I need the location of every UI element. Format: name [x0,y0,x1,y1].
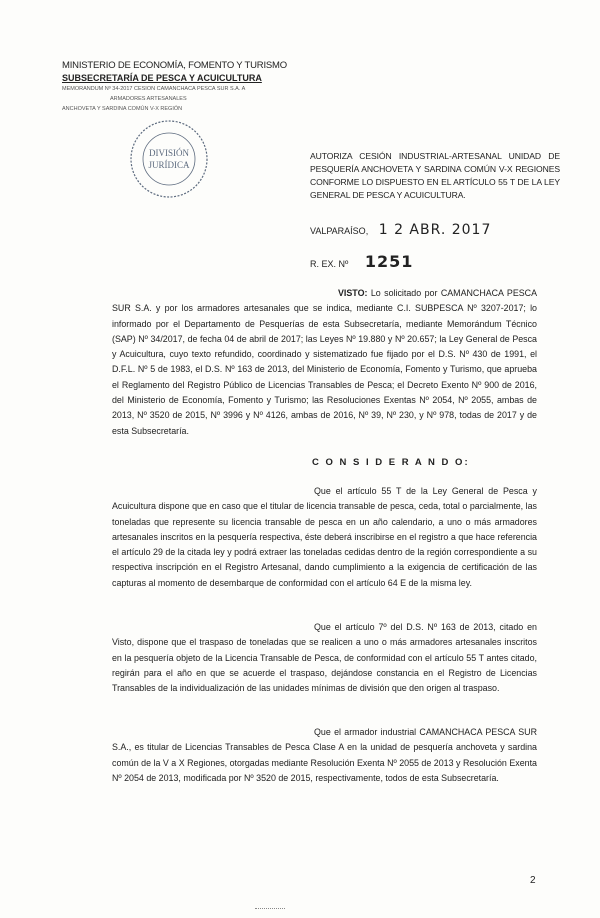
stamp-line-2: JURÍDICA [148,160,190,170]
bottom-divider [255,908,285,909]
visto-lead: VISTO: [338,288,368,298]
ministry-name: MINISTERIO DE ECONOMÍA, FOMENTO Y TURISMO [62,60,287,71]
resolution-number-line [310,252,413,271]
reference-line: ARMADORES ARTESANALES [110,96,187,102]
subsecretaria-name: SUBSECRETARÍA DE PESCA Y ACUICULTURA [62,73,262,83]
stamp-outer-ring [131,121,207,197]
stamp-line-1: DIVISIÓN [149,148,189,158]
visto-paragraph [112,286,537,439]
considerando-paragraph: Que el armador industrial CAMANCHACA PESCA SUR S.A., es titular de Licencias Transables de Pesca Clase A en la unidad de pesquería anchoveta y sardina común de la V a X Regiones, otorgadas mediante Resolución Exenta Nº 2055 de 2013 y Resolución Exenta Nº 2054 de 2013, modificada por Nº 3520 de 2015, respectivamente, todos de esta Subsecretaría. [112,727,537,783]
resolution-title: AUTORIZA CESIÓN INDUSTRIAL-ARTESANAL UNIDAD DE PESQUERÍA ANCHOVETA Y SARDINA COMÚN V-X REGIONES CONFORME LO DISPUESTO EN EL ARTÍCULO 55 T DE LA LEY GENERAL DE PESCA Y ACUICULTURA. [310,151,560,200]
stamp-inner-ring [143,133,195,185]
page-number: 2 [530,875,536,886]
reference-line: ANCHOVETA Y SARDINA COMÚN V-X REGIÓN [62,106,183,112]
reference-line: MEMORANDUM Nº 34-2017 CESION CAMANCHACA PESCA SUR S.A. A [62,86,246,92]
considerando-paragraph: Que el artículo 7º del D.S. Nº 163 de 2013, citado en Visto, dispone que el traspaso de toneladas que se realicen a uno o más armadores artesanales inscritos en la pesquería objeto de la Licencia Transable de Pesca, de conformidad con el artículo 55 T antes citado, regirán para el año en que se acuerde el traspaso, dejándose constancia en el Registro de Licencias Transables de la individualización de las unidades mínimas de división que den origen al traspaso. [112,622,537,694]
considerando-paragraph: Que el artículo 55 T de la Ley General de Pesca y Acuicultura dispone que en caso que el titular de licencia transable de pesca, ceda, total o parcialmente, las toneladas que represente su licencia transable de pesca en un año calendario, a uno o más armadores artesanales inscritos en la pesquería respectiva, éste deberá inscribirse en el registro a que hace referencia el artículo 29 de la citada ley y podrá extraer las toneladas cedidas dentro de la región correspondiente a su respectiva inscripción en el Registro Artesanal, dando cumplimiento a la exigencia de certificación de las capturas al momento de desembarque de conformidad con el artículo 64 E de la misma ley. [112,486,537,588]
division-juridica-stamp [128,118,210,200]
considerando-heading: C O N S I D E R A N D O: [312,457,470,468]
date-value: 1 2 ABR. 2017 [378,222,492,238]
letterhead [62,60,292,114]
rex-label: R. EX. Nº [310,259,349,269]
rex-number: 1251 [364,252,414,271]
date-place: VALPARAÍSO, [310,226,369,236]
date-line [310,222,491,238]
visto-text: Lo solicitado por CAMANCHACA PESCA SUR S.A. y por los armadores artesanales que se indica, mediante C.I. SUBPESCA Nº 3207-2017; lo informado por el Departamento de Pesquerías de esta Subsecretaría, mediante Memorándum Técnico (SAP) Nº 34/2017, de fecha 04 de abril de 2017; las Leyes Nº 19.880 y Nº 20.657; la Ley General de Pesca y Acuicultura, cuyo texto refundido, coordinado y sistematizado fue fijado por el D.S. Nº 430 de 1991, el D.F.L. Nº 5 de 1983, el D.S. Nº 163 de 2013, del Ministerio de Economía, Fomento y Turismo, que aprueba el Reglamento del Registro Público de Licencias Transables de Pesca; el Decreto Exento Nº 900 de 2016, del Ministerio de Economía, Fomento y Turismo; las Resoluciones Exentas Nº 2054, Nº 2055, ambas de 2013, Nº 3520 de 2015, Nº 3996 y Nº 4126, ambas de 2016, Nº 39, Nº 230, y Nº 978, todas de 2017 y de esta Subsecretaría. [112,288,538,436]
